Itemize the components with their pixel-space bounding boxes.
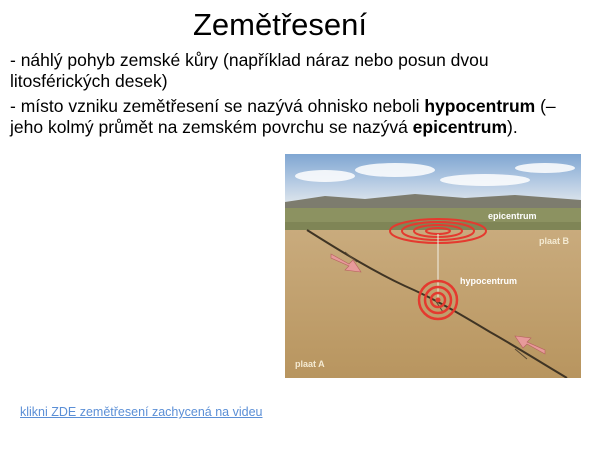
bullet-text: - náhlý pohyb zemské kůry (například náraz nebo posun dvou litosférických desek) [10,50,489,91]
bullet-text: (– jeho kolmý průmět na zemském povrchu se nazývá [10,96,556,137]
bullet-item-1 [10,50,570,92]
earthquake-illustration [285,154,581,378]
epicentrum-label: epicentrum [488,211,537,221]
hypocentrum-label: hypocentrum [460,276,518,286]
term-epicentrum: epicentrum [412,117,507,137]
plate-a-label: plaat A [295,359,325,369]
plate-b-label: plaat B [539,236,570,246]
slide-title: Zemětřesení [192,7,367,42]
bullet-text: ). [507,117,518,137]
bullet-list [10,50,570,142]
bullet-text: - místo vzniku zemětřesení se nazývá ohnisko neboli [10,96,425,116]
video-link[interactable]: klikni ZDE zemětřesení zachycená na videu [20,405,263,419]
term-hypocentrum: hypocentrum [424,96,536,116]
earthquake-diagram [285,154,581,378]
bullet-item-2 [10,96,570,138]
